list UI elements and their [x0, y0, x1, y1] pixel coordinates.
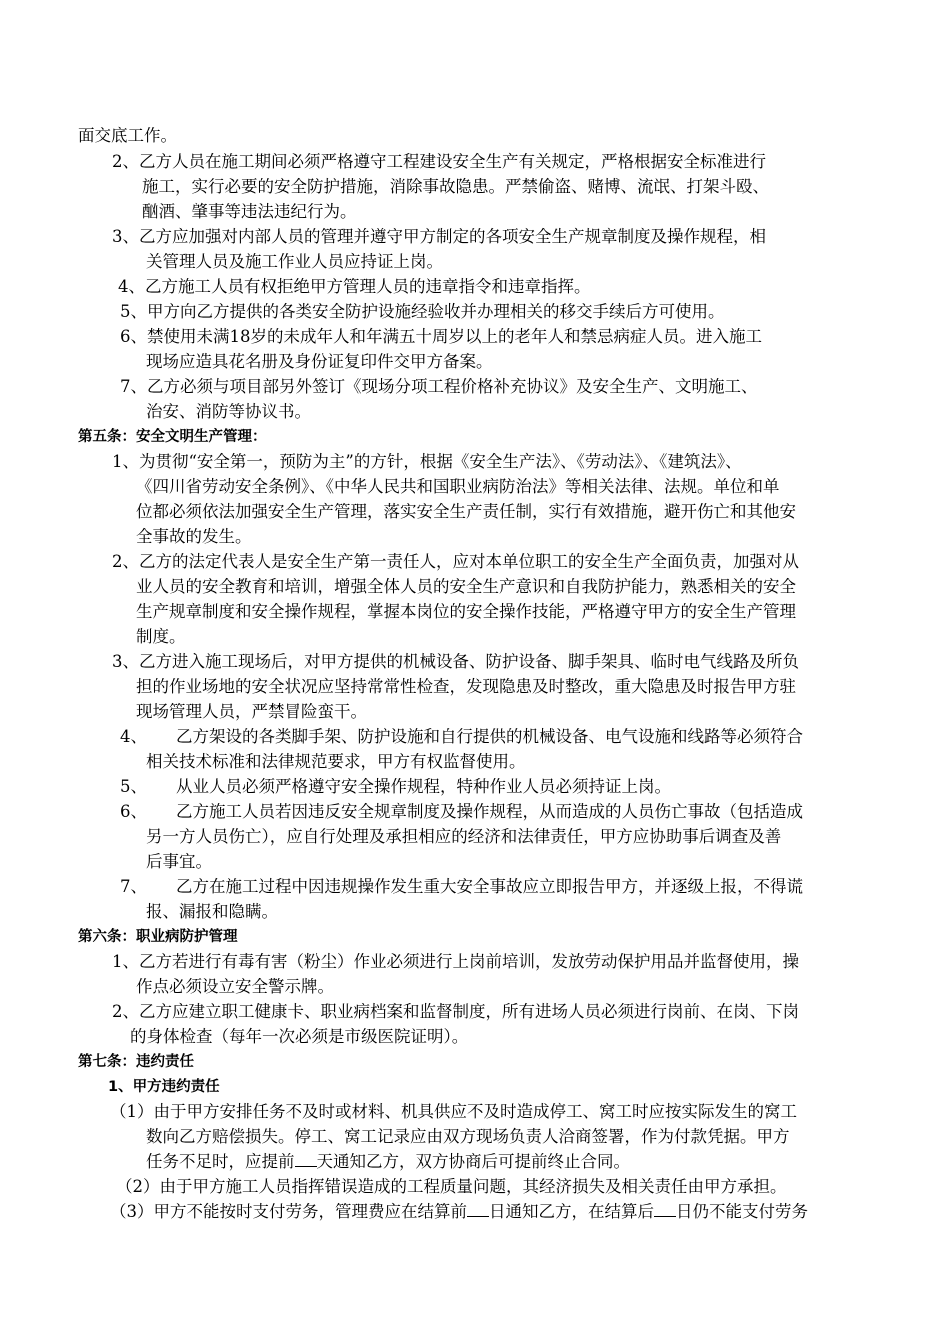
fill-blank [295, 1150, 317, 1167]
fill-blank [654, 1200, 676, 1217]
s7-clause-1-cont: 数向乙方赔偿损失。停工、窝工记录应由双方现场负责人洽商签署，作为付款凭据。甲方 [146, 1127, 790, 1146]
text-fragment: 日仍不能支付劳务 [676, 1202, 808, 1221]
s6-item-2-cont: 的身体检查（每年一次必须是市级医院证明）。 [130, 1027, 469, 1046]
s5-item-2-cont: 生产规章制度和安全操作规程，掌握本岗位的安全操作技能，严格遵守甲方的安全生产管理 [136, 602, 796, 621]
s5-item-3-cont: 担的作业场地的安全状况应坚持常常性检查，发现隐患及时整改，重大隐患及时报告甲方驻 [136, 677, 796, 696]
s7-clause-2: （2）由于甲方施工人员指挥错误造成的工程质量问题，其经济损失及相关责任由甲方承担。 [116, 1177, 787, 1196]
text-fragment: 日通知乙方，在结算后 [489, 1202, 654, 1221]
text-fragment: （3）甲方不能按时支付劳务，管理费应在结算前 [110, 1202, 467, 1221]
list-item-7: 7、乙方必须与项目部另外签订《现场分项工程价格补充协议》及安全生产、文明施工、 [120, 377, 758, 396]
list-item-3-cont: 关管理人员及施工作业人员应持证上岗。 [146, 252, 443, 271]
list-item-6: 6、禁使用未满18岁的未成年人和年满五十周岁以上的老年人和禁忌病症人员。进入施工 [120, 327, 762, 346]
s5-item-7-number: 7、 [120, 877, 147, 896]
s5-item-1-cont: 位都必须依法加强安全生产管理，落实安全生产责任制，实行有效措施，避开伤亡和其他安 [136, 502, 796, 521]
s6-item-1: 1、乙方若进行有毒有害（粉尘）作业必须进行上岗前培训，发放劳动保护用品并监督使用，操 [112, 952, 799, 971]
s5-item-4-cont: 相关技术标准和法律规范要求，甲方有权监督使用。 [146, 752, 526, 771]
s5-item-2: 2、乙方的法定代表人是安全生产第一责任人，应对本单位职工的安全生产全面负责，加强对从 [112, 552, 799, 571]
s6-item-1-cont: 作点必须设立安全警示牌。 [136, 977, 334, 996]
s5-item-7: 乙方在施工过程中因违规操作发生重大安全事故应立即报告甲方，并逐级上报，不得谎 [176, 877, 803, 896]
list-item-5: 5、甲方向乙方提供的各类安全防护设施经验收并办理相关的移交手续后方可使用。 [120, 302, 725, 321]
paragraph-line: 面交底工作。 [78, 126, 177, 145]
list-item-2-cont: 施工，实行必要的安全防护措施，消除事故隐患。严禁偷盗、赌博、流氓、打架斗殴、 [142, 177, 769, 196]
list-item-4: 4、乙方施工人员有权拒绝甲方管理人员的违章指令和违章指挥。 [118, 277, 591, 296]
s5-item-4: 乙方架设的各类脚手架、防护设施和自行提供的机械设备、电气设施和线路等必须符合 [176, 727, 803, 746]
s5-item-5-number: 5、 [120, 777, 147, 796]
s5-item-6-cont: 后事宜。 [146, 852, 212, 871]
s5-item-2-cont: 业人员的安全教育和培训，增强全体人员的安全生产意识和自我防护能力，熟悉相关的安全 [136, 577, 796, 596]
s6-item-2: 2、乙方应建立职工健康卡、职业病档案和监督制度，所有进场人员必须进行岗前、在岗、下岗 [112, 1002, 799, 1021]
list-item-2: 2、乙方人员在施工期间必须严格遵守工程建设安全生产有关规定，严格根据安全标准进行 [112, 152, 766, 171]
s5-item-6: 乙方施工人员若因违反安全规章制度及操作规程，从而造成的人员伤亡事故（包括造成 [176, 802, 803, 821]
s5-item-1-cont: 全事故的发生。 [136, 527, 252, 546]
s5-item-6-number: 6、 [120, 802, 147, 821]
s7-clause-1-cont [146, 1150, 630, 1174]
s5-item-3: 3、乙方进入施工现场后，对甲方提供的机械设备、防护设备、脚手架具、临时电气线路及所负 [112, 652, 799, 671]
section-heading-5: 第五条：安全文明生产管理： [78, 429, 267, 445]
s7-clause-3 [110, 1200, 808, 1224]
s5-item-3-cont: 现场管理人员，严禁冒险蛮干。 [136, 702, 367, 721]
list-item-6-cont: 现场应造具花名册及身份证复印件交甲方备案。 [146, 352, 493, 371]
list-item-2-cont: 酗酒、肇事等违法违纪行为。 [142, 202, 357, 221]
s5-item-4-number: 4、 [120, 727, 147, 746]
section-heading-7: 第七条：违约责任 [78, 1054, 194, 1070]
section-heading-6: 第六条：职业病防护管理 [78, 929, 238, 945]
s5-item-5: 从业人员必须严格遵守安全操作规程，特种作业人员必须持证上岗。 [176, 777, 671, 796]
s5-item-7-cont: 报、漏报和隐瞒。 [146, 902, 278, 921]
s5-item-1: 1、为贯彻“安全第一，预防为主”的方针，根据《安全生产法》、《劳动法》、《建筑法》、 [112, 452, 742, 471]
s5-item-1-cont: 《四川省劳动安全条例》、《中华人民共和国职业病防治法》等相关法律、法规。单位和单 [136, 477, 780, 496]
list-item-7-cont: 治安、消防等协议书。 [146, 402, 311, 421]
s5-item-2-cont: 制度。 [136, 627, 186, 646]
text-fragment: 任务不足时，应提前 [146, 1152, 295, 1171]
text-fragment: 天通知乙方，双方协商后可提前终止合同。 [316, 1152, 630, 1171]
list-item-3: 3、乙方应加强对内部人员的管理并遵守甲方制定的各项安全生产规章制度及操作规程，相 [112, 227, 766, 246]
s7-clause-1: （1）由于甲方安排任务不及时或材料、机具供应不及时造成停工、窝工时应按实际发生的窝工 [110, 1102, 797, 1121]
subheading-party-a-breach: 1、甲方违约责任 [108, 1079, 220, 1095]
s5-item-6-cont: 另一方人员伤亡），应自行处理及承担相应的经济和法律责任，甲方应协助事后调查及善 [146, 827, 782, 846]
fill-blank [467, 1200, 489, 1217]
